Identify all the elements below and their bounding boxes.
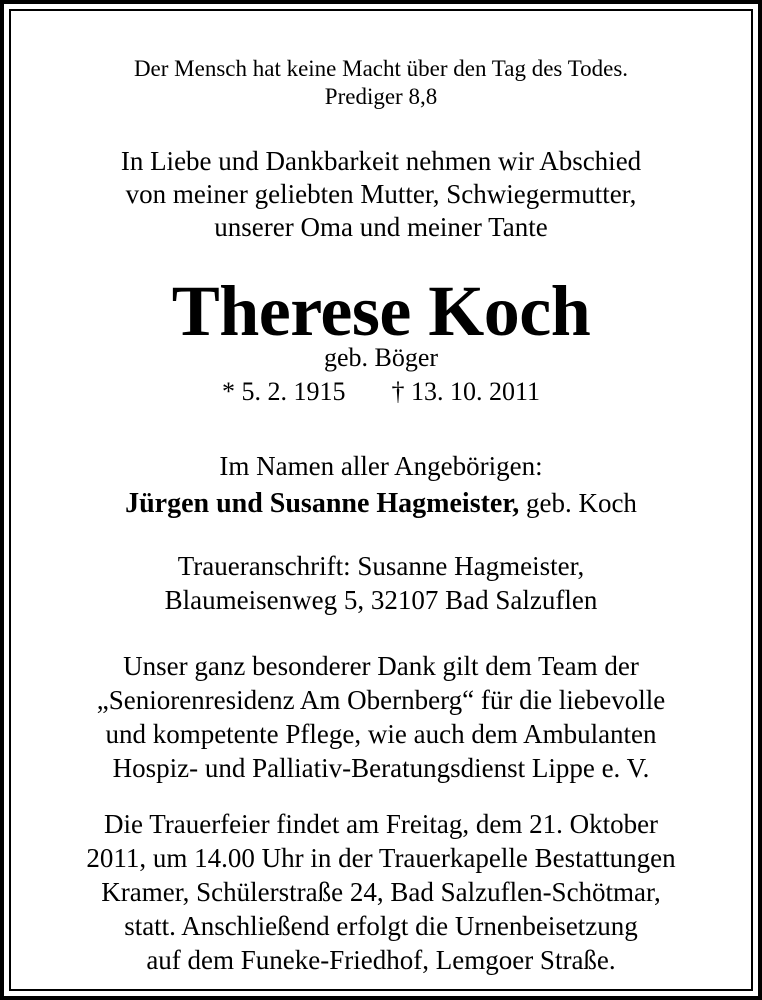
birth-date: * 5. 2. 1915 xyxy=(221,377,346,406)
bible-verse xyxy=(11,55,751,111)
ceremony-line-5: auf dem Funeke-Friedhof, Lemgoer Straße. xyxy=(146,945,616,975)
intro-line-3: unserer Oma und meiner Tante xyxy=(214,212,548,242)
obituary-notice xyxy=(11,11,751,989)
funeral-ceremony-info xyxy=(11,807,751,977)
deceased-name: Therese Koch xyxy=(171,271,591,351)
relatives-names-line xyxy=(11,485,751,522)
verse-reference: Prediger 8,8 xyxy=(324,84,438,109)
verse-text: Der Mensch hat keine Macht über den Tag des Todes. xyxy=(133,56,629,81)
relatives-heading: Im Namen aller Angebörigen: xyxy=(219,451,543,481)
thanks-paragraph xyxy=(11,649,751,785)
relatives-block xyxy=(11,448,751,522)
thanks-line-2: „Seniorenresidenz Am Obernberg“ für die liebevolle xyxy=(96,685,666,715)
death-date: † 13. 10. 2011 xyxy=(391,377,541,406)
intro-line-2: von meiner geliebten Mutter, Schwiegermutter, xyxy=(125,179,637,209)
thanks-line-4: Hospiz- und Palliativ-Beratungsdienst Lippe e. V. xyxy=(112,753,650,783)
mourning-address xyxy=(11,549,751,617)
life-dates xyxy=(11,377,751,407)
thanks-line-3: und kompetente Pflege, wie auch dem Ambulanten xyxy=(105,719,657,749)
farewell-intro xyxy=(11,145,751,244)
ceremony-line-4: statt. Anschließend erfolgt die Urnenbeisetzung xyxy=(124,911,638,941)
ceremony-line-1: Die Trauerfeier findet am Freitag, dem 21. Oktober xyxy=(103,809,659,839)
address-line-1: Traueranschrift: Susanne Hagmeister, xyxy=(177,551,585,581)
address-line-2: Blaumeisenweg 5, 32107 Bad Salzuflen xyxy=(164,585,598,615)
intro-line-1: In Liebe und Dankbarkeit nehmen wir Abschied xyxy=(120,146,642,176)
thanks-line-1: Unser ganz besonderer Dank gilt dem Team der xyxy=(123,651,639,681)
birth-name: geb. Böger xyxy=(323,343,439,372)
ceremony-line-2: 2011, um 14.00 Uhr in der Trauerkapelle Bestattungen xyxy=(86,843,676,873)
family-suffix: geb. Koch xyxy=(525,488,637,518)
ceremony-line-3: Kramer, Schülerstraße 24, Bad Salzuflen-Schötmar, xyxy=(101,877,661,907)
family-name: Jürgen und Susanne Hagmeister, xyxy=(125,488,520,519)
